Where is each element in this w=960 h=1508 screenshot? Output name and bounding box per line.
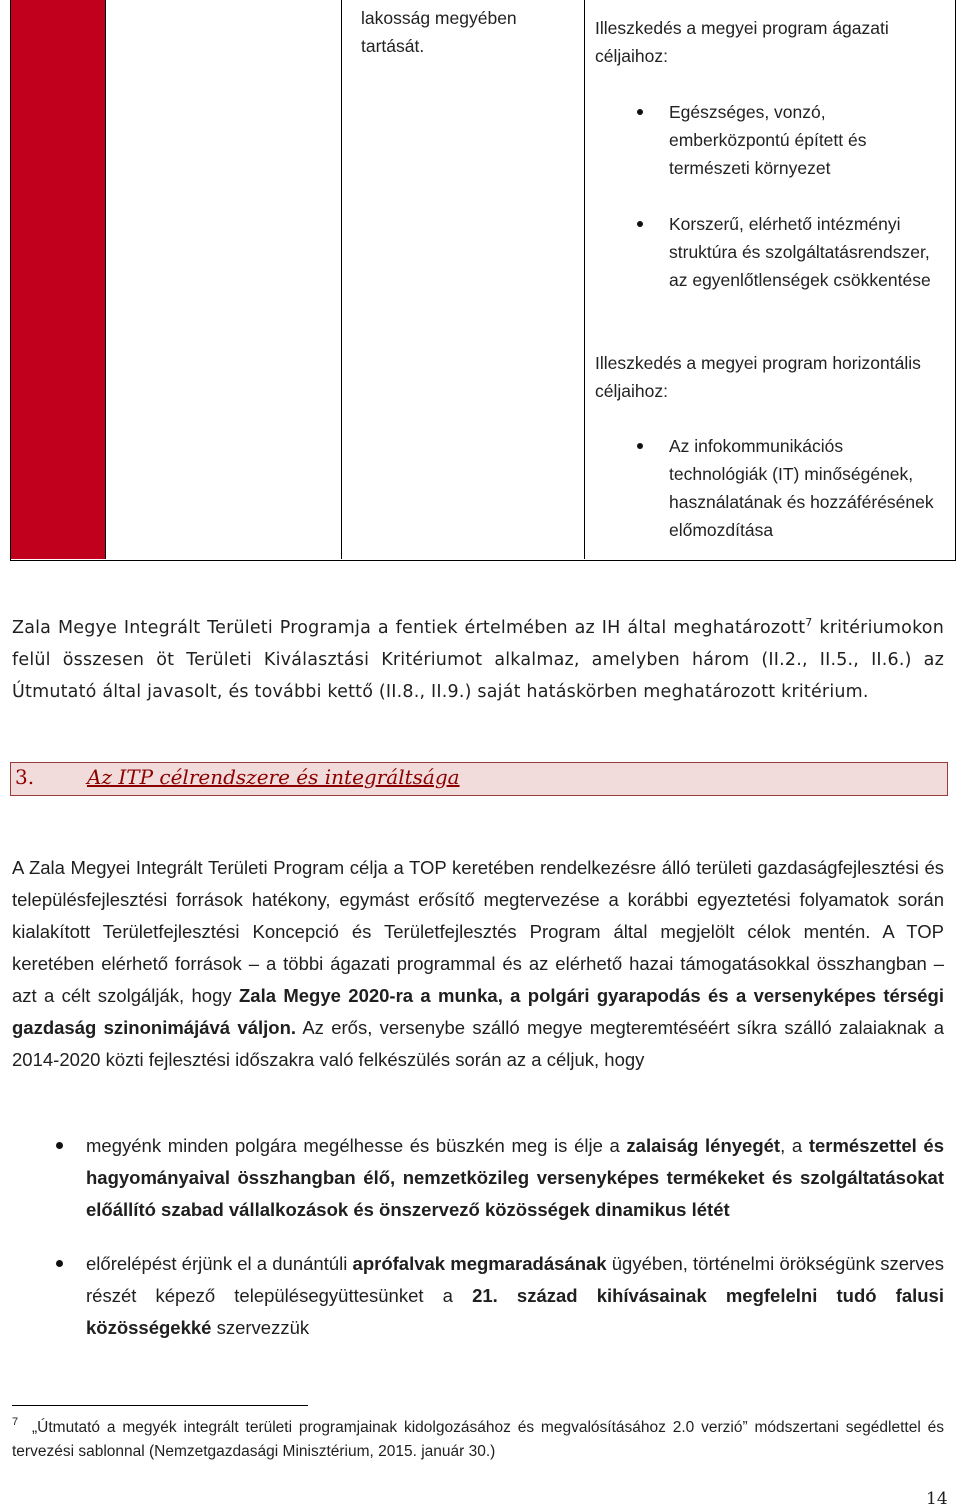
list-item [12,1248,944,1344]
goals-bullet-list [12,1130,944,1344]
main-text-1: A Zala Megyei Integrált Területi Program célja a TOP keretében rendelkezésre álló területi gazdaságfejlesztési és településfejlesztési források hatékony, egymást erősítő megtervezése a korábbi egyeztetési folyamatok során kialakított Területfejlesztési Koncepció és Területfejlesztés Program által megjelölt célok mentén. A TOP keretében elérhető források – a többi ágazati programmal és az elérhető hazai támogatásokkal összhangban – azt a célt szolgálják, hogy [12,857,944,1006]
footnote-divider [12,1405,308,1406]
horizontal-goals-list [595,432,945,544]
footnote-mark: 7 [12,1416,19,1428]
section-heading [10,762,948,796]
sector-goals-intro: Illeszkedés a megyei program ágazati céljaihoz: [595,18,889,66]
table-right-cell [585,0,955,559]
main-paragraph [12,852,944,1076]
table-red-cell [11,0,106,559]
table-mid-cell [342,0,585,559]
bullet-bold-text: 21. század kihívásainak megfelelni tudó falusi közösségekké [86,1285,944,1338]
footnote [12,1416,944,1464]
criteria-text-1: Zala Megye Integrált Területi Programja a fentiek értelmében az IH által meghatározott [12,618,806,638]
page-number: 14 [926,1489,948,1508]
bullet-text: szervezzük [211,1317,310,1338]
sector-goal-item: Egészséges, vonzó, emberközpontú épített és természeti környezet [595,98,945,182]
horizontal-goals-intro: Illeszkedés a megyei program horizontális céljaihoz: [595,353,921,401]
bullet-bold-text: természettel és hagyományaival összhangban élő, nemzetközileg versenyképes termékeket és szolgáltatásokat előállító szabad vállalkozások és önszervező közösségek dinamikus létét [86,1135,944,1220]
table-empty-cell [106,0,342,559]
bullet-bold-text: aprófalvak megmaradásának [352,1253,607,1274]
sector-goal-item: Korszerű, elérhető intézményi struktúra és szolgáltatásrendszer, az egyenlőtlenségek csökkentése [595,210,945,294]
main-text-2: Az erős, versenybe szálló megye megteremtéséért síkra szálló zalaiaknak a 2014-2020 közti fejlesztési időszakra való felkészülés során az a céljuk, hogy [12,1017,944,1070]
bullet-text: megyénk minden polgára megélhesse és büszkén meg is élje a [86,1135,627,1156]
mid-cell-text: lakosság megyében tartását. [361,8,517,56]
sector-goals-list [595,98,945,294]
section-number: 3. [15,765,35,789]
criteria-text-2: kritériumokon felül összesen öt Területi Kiválasztási Kritériumot alkalmaz, amelyben három (II.2., II.5., II.6.) az Útmutató által javasolt, és további kettő (II.8., II.9.) saját hatáskörben meghatározott kritérium. [12,618,944,702]
list-item [12,1130,944,1226]
bullet-bold-text: zalaiság lényegét [626,1135,781,1156]
main-bold-goal: Zala Megye 2020-ra a munka, a polgári gyarapodás és a versenyképes térségi gazdaság szinonimájává váljon. [12,985,944,1038]
section-title: Az ITP célrendszere és integráltsága [87,765,460,789]
criteria-paragraph [12,612,944,708]
bullet-text: ügyében, történelmi örökségünk szerves részét képező településegyüttesünket a [86,1253,945,1306]
footnote-text: „Útmutató a megyék integrált területi programjainak kidolgozásához és megvalósításához 2.0 verzió” módszertani segédlettel és tervezési sablonnal (Nemzetgazdasági Minisztérium, 2015. január 30.) [12,1419,944,1460]
goals-table [10,0,956,561]
horizontal-goal-item: Az infokommunikációs technológiák (IT) minőségének, használatának és hozzáférésének előmozdítása [595,432,945,544]
bullet-text: , a [780,1135,809,1156]
footnote-ref[interactable]: 7 [805,616,813,630]
bullet-text: előrelépést érjünk el a dunántúli [86,1253,353,1274]
